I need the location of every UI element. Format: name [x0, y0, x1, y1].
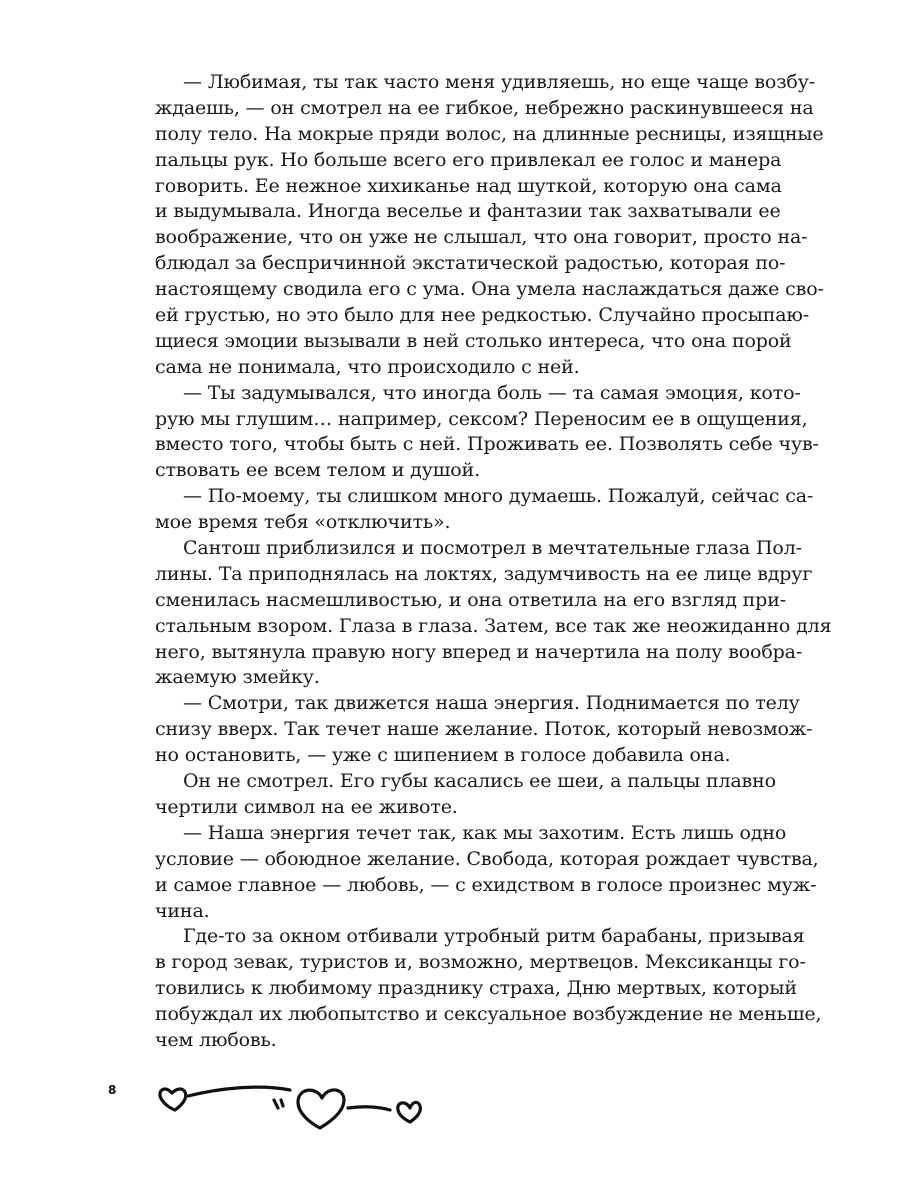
text-line: и самое главное — любовь, — с ехидством в голосе произнес муж- [155, 873, 817, 896]
body-text [155, 70, 832, 1054]
text-line: мое время тебя «отключить». [155, 511, 451, 534]
text-line: пальцы рук. Но больше всего его привлекал ее голос и манера [155, 148, 782, 171]
text-line: — По-моему, ты слишком много думаешь. Пожалуй, сейчас са- [183, 485, 814, 508]
text-line: чина. [155, 899, 210, 922]
text-line: — Любимая, ты так часто меня удивляешь, но еще чаще возбу- [183, 71, 816, 93]
text-line: и выдумывала. Иногда веселье и фантазии так захватывали ее [155, 200, 781, 223]
text-line: говорить. Ее нежное хихиканье над шуткой, которую она сама [155, 174, 782, 197]
text-line: побуждал их любопытство и сексуальное возбуждение не меньше, [155, 1003, 822, 1026]
text-line: но остановить, — уже с шипением в голосе добавила она. [155, 744, 731, 767]
text-line: Где-то за окном отбивали утробный ритм барабаны, призывая [183, 925, 805, 948]
text-line: условие — обоюдное желание. Свобода, которая рождает чувства, [155, 847, 819, 870]
text-line: сменилась насмешливостью, и она ответила на его взгляд при- [155, 588, 786, 611]
text-line: Он не смотрел. Его губы касались ее шеи, а пальцы плавно [183, 770, 776, 793]
text-line: настоящему сводила его с ума. Она умела наслаждаться даже сво- [155, 278, 824, 301]
text-line: лины. Та приподнялась на локтях, задумчивость на ее лице вдруг [155, 562, 813, 585]
text-line: — Наша энергия течет так, как мы захотим. Есть лишь одно [183, 821, 787, 844]
text-line: жаемую змейку. [155, 666, 320, 689]
text-line: чертили символ на ее животе. [155, 795, 458, 818]
text-line: — Ты задумывался, что иногда боль — та самая эмоция, кото- [183, 381, 801, 404]
text-line: него, вытянула правую ногу вперед и начертила на полу вообра- [155, 640, 803, 663]
page-number: 8 [108, 1083, 117, 1097]
text-line: снизу вверх. Так течет наше желание. Поток, который невозмож- [155, 718, 813, 741]
text-line: ствовать ее всем телом и душой. [155, 459, 480, 482]
text-line: в город зевак, туристов и, возможно, мертвецов. Мексиканцы го- [155, 951, 806, 974]
text-line: рую мы глушим… например, сексом? Переносим ее в ощущения, [155, 407, 808, 430]
text-line: — Смотри, так движется наша энергия. Поднимается по телу [183, 692, 800, 715]
text-line: сама не понимала, что происходило с ней. [155, 355, 580, 378]
text-line: ждаешь, — он смотрел на ее гибкое, небрежно раскинувшееся на [155, 96, 814, 119]
hearts-doodle-icon [150, 1070, 440, 1140]
text-line: стальным взором. Глаза в глаза. Затем, все так же неожиданно для [155, 614, 832, 637]
text-line: чем любовь. [155, 1028, 277, 1051]
text-line: товились к любимому празднику страха, Дню мертвых, который [155, 977, 797, 1000]
text-line: щиеся эмоции вызывали в ней столько интереса, что она порой [155, 329, 792, 352]
text-line: вместо того, чтобы быть с ней. Проживать ее. Позволять себе чув- [155, 433, 819, 456]
text-line: Сантош приблизился и посмотрел в мечтательные глаза Пол- [183, 537, 802, 560]
text-line: полу тело. На мокрые пряди волос, на длинные ресницы, изящные [155, 122, 824, 145]
text-line: ей грустью, но это было для нее редкостью. Случайно просыпаю- [155, 304, 810, 327]
text-line: блюдал за беспричинной экстатической радостью, которая по- [155, 252, 786, 275]
text-line: воображение, что он уже не слышал, что она говорит, просто на- [155, 226, 808, 249]
